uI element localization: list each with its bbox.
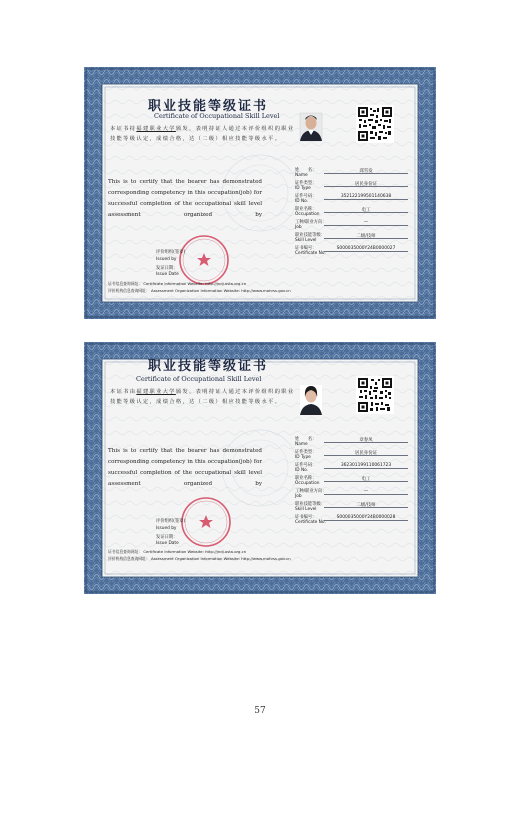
issued-by-label: Issued by: [156, 526, 177, 531]
certificate-2: [84, 342, 436, 594]
intro-text: 本证书由福建职业大学颁发，表明持证人通过本评价组织的职业技能等级认定，成绩合格，达（二级）相应技能等级水平。: [110, 389, 295, 405]
field-job-label: 工种/职业方向： Job: [295, 489, 327, 499]
field-level-value: 二级/技师: [356, 234, 376, 239]
field-certno-label: 证书编号： Certificate No.: [295, 515, 326, 525]
field-idtype-value: 居民身份证: [355, 451, 377, 456]
intro-text: 本证书持福建职业大学颁发，表明持证人通过本评价组织的职业技能等级认定，成绩合格，达（二级）相应技能等级水平。: [110, 126, 295, 142]
field-certno-value: S000035000Y24B0000028: [336, 515, 396, 520]
qr-code: [356, 376, 394, 414]
issue-date-english: Issue Date: [156, 272, 179, 277]
field-occupation-label: 职业名称： Occupation: [295, 207, 320, 217]
field-idtype-label: 证件类型： ID Type: [295, 181, 317, 191]
certificate-title: 职业技能等级证书: [148, 99, 269, 114]
issue-date-label: 发证日期：: [156, 535, 178, 540]
field-idno-value: 352122199501140638: [340, 194, 392, 199]
field-idno-label: 证件号码： ID No.: [295, 463, 317, 473]
page-number: 57: [254, 706, 266, 716]
field-idtype-value: 居民身份证: [355, 182, 377, 187]
query-url-2: 评价机构信息查询网址： Assessment Organization Information Website: http://www.mohrss.gov.cn: [108, 288, 291, 293]
field-name-value: 章春凤: [359, 438, 373, 443]
certificate-1: [84, 67, 436, 319]
field-certno-value: S000035000Y24B0000027: [336, 246, 396, 251]
issue-date-label: 发证日期：: [156, 266, 178, 271]
issue-date-english: Issue Date: [156, 541, 179, 546]
field-name-label: 姓 名： Name: [295, 437, 317, 447]
field-job-label: 工种/职业方向： Job: [295, 220, 327, 230]
field-occupation-value: 电工: [361, 477, 371, 482]
field-level-value: 二级/技师: [356, 503, 376, 508]
org-seal-label: 评价组织(签章): [156, 519, 186, 524]
field-idno-label: 证件号码： ID No.: [295, 194, 317, 204]
field-idtype-label: 证件类型： ID Type: [295, 450, 317, 460]
field-idno-value: 362301199110061723: [340, 463, 392, 468]
field-job-value: —: [363, 220, 369, 225]
query-url-1: 证书信息查询网址： Certificate Information Website: http://jndj.osta.org.cn: [108, 281, 247, 286]
field-level-label: 职业技能等级： Skill Level: [295, 233, 326, 243]
certificate-title-english: Certificate of Occupational Skill Level: [154, 112, 280, 120]
statement-english: This is to certify that the bearer has demonstrated corresponding competency in this occupation(job) for successful completion of the occupational skill level assessment organized by: [108, 179, 262, 218]
issued-by-label: Issued by: [156, 257, 177, 262]
field-job-value: —: [363, 489, 369, 494]
certificate-title: 职业技能等级证书: [148, 359, 269, 374]
certificate-title-english: Certificate of Occupational Skill Level: [136, 375, 262, 383]
field-occupation-label: 职业名称： Occupation: [295, 476, 320, 486]
field-name-label: 姓 名： Name: [295, 168, 317, 178]
field-occupation-value: 电工: [361, 208, 371, 213]
org-seal-label: 评价组织(签章): [156, 250, 186, 255]
qr-code: [356, 105, 394, 143]
field-certno-label: 证书编号： Certificate No.: [295, 246, 326, 256]
query-url-2: 评价机构信息查询网址： Assessment Organization Information Website: http://www.mohrss.gov.cn: [108, 556, 291, 561]
field-level-label: 职业技能等级： Skill Level: [295, 502, 326, 512]
field-name-value: 邱雪发: [359, 169, 373, 174]
query-url-1: 证书信息查询网址： Certificate Information Website: http://jndj.osta.org.cn: [108, 549, 247, 554]
statement-english: This is to certify that the bearer has demonstrated corresponding competency in this occupation(job) for successful completion of the occupational skill level assessment organized by: [108, 448, 262, 487]
